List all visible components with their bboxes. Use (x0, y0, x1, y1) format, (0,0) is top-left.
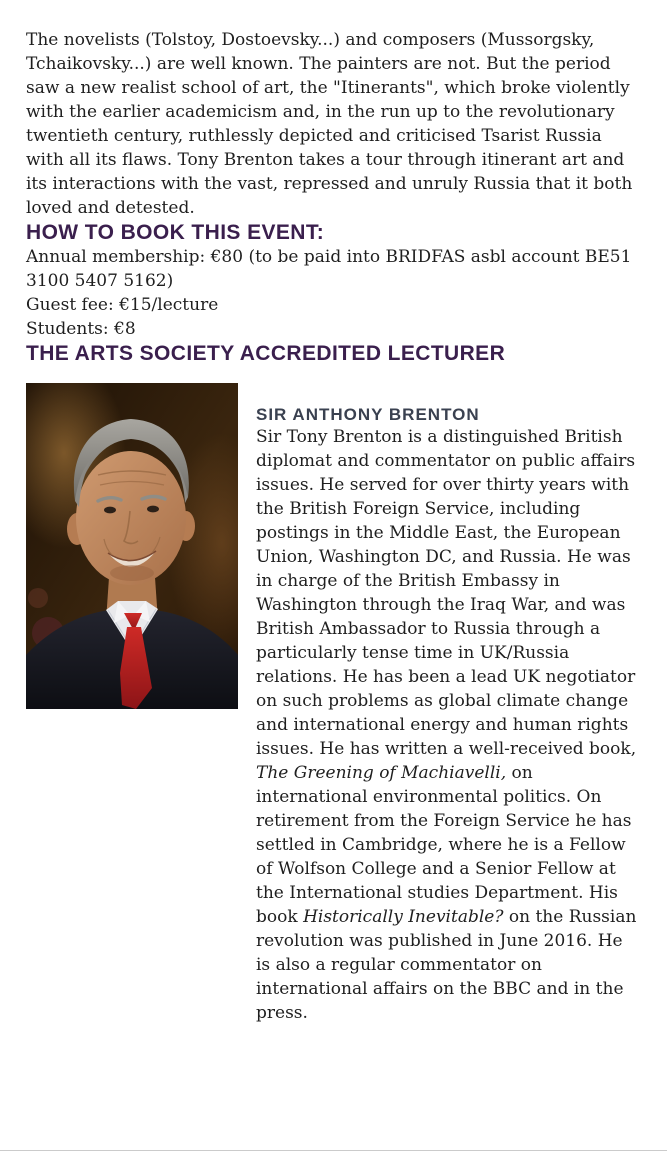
accredited-lecturer-heading: THE ARTS SOCIETY ACCREDITED LECTURER (26, 342, 506, 365)
lecturer-section (26, 383, 641, 1025)
lecturer-bio-column (256, 383, 641, 1025)
guest-fee-line: Guest fee: €15/lecture (26, 295, 219, 315)
membership-fee-line: Annual membership: €80 (to be paid into BRIDFAS asbl account BE51 3100 5407 5162) (26, 247, 632, 291)
bio-text-part3: on the Russian revolution was published in June 2016. He is also a regular commentator on international affairs on the BBC and in the press. (256, 907, 637, 1023)
intro-paragraph: The novelists (Tolstoy, Dostoevsky...) and composers (Mussorgsky, Tchaikovsky...) are well known. The painters are not. But the period saw a new realist school of art, the "Itinerants", which broke violently with the earlier academicism and, in the run up to the revolutionary twentieth century, ruthlessly depicted and criticised Tsarist Russia with all its flaws. Tony Brenton takes a tour through itinerant art and its interactions with the vast, repressed and unruly Russia that it both loved and detested. (26, 30, 633, 218)
students-fee-line: Students: €8 (26, 319, 136, 339)
how-to-book-heading: HOW TO BOOK THIS EVENT: (26, 221, 325, 244)
lecturer-photo (26, 383, 238, 709)
lecturer-portrait-illustration (26, 383, 238, 709)
bio-book-title-greening-of-machiavelli: The Greening of Machiavelli, (256, 763, 507, 783)
bio-text-part1: Sir Tony Brenton is a distinguished British diplomat and commentator on public affairs issues. He served for over thirty years with the British Foreign Service, including postings in the Middle East, the European Union, Washington DC, and Russia. He was in charge of the British Embassy in Washington through the Iraq War, and was British Ambassador to Russia through a particularly tense time in UK/Russia relations. He has been a lead UK negotiator on such problems as global climate change and international energy and human rights issues. He has written a well-received book, (256, 427, 637, 759)
lecturer-name-heading: SIR ANTHONY BRENTON (256, 405, 480, 424)
lecturer-bio (256, 425, 641, 1025)
bottom-divider (0, 1150, 667, 1151)
bio-book-title-historically-inevitable: Historically Inevitable? (303, 907, 504, 927)
bio-text-part2: on international environmental politics. On retirement from the Foreign Service he has settled in Cambridge, where he is a Fellow of Wolfson College and a Senior Fellow at the International studies Department. His book (256, 763, 632, 927)
